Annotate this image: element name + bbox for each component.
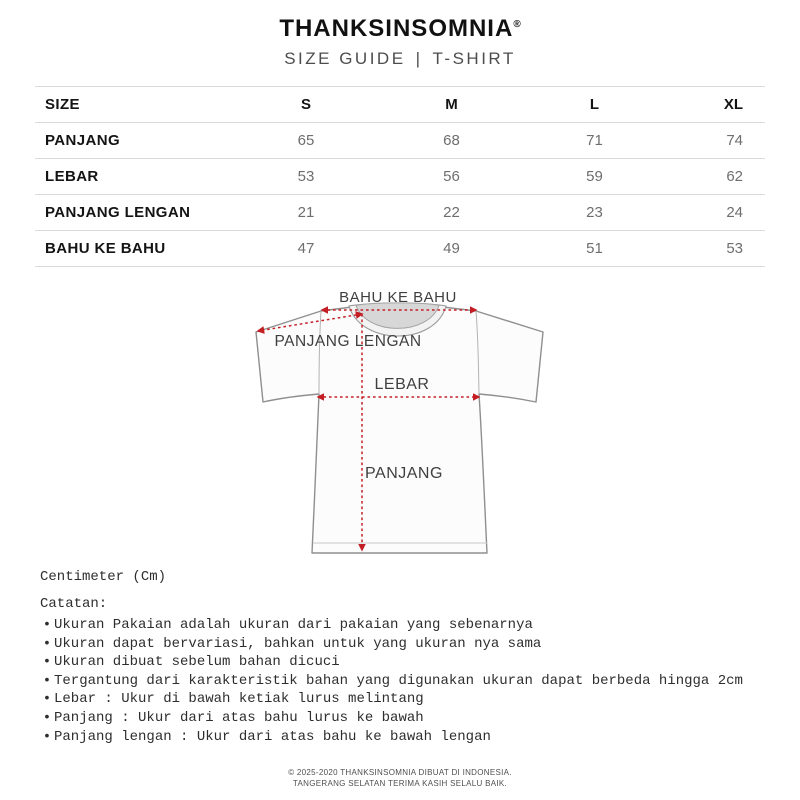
cell-value: 62 [726, 168, 743, 185]
registered-trademark-symbol: ® [513, 19, 521, 30]
bullet-glyph: • [42, 728, 52, 745]
bullet-glyph: • [42, 617, 52, 633]
brand-logo [0, 16, 800, 42]
notes-section [40, 569, 780, 746]
list-item [40, 709, 780, 728]
row-label-panjang-lengan: PANJANG LENGAN [45, 204, 191, 221]
cell-value: 47 [297, 240, 315, 257]
table-row [35, 231, 765, 267]
bullet-glyph: • [42, 709, 52, 726]
note-text: Tergantung dari karakteristik bahan yang digunakan ukuran dapat berbeda hingga 2cm [54, 672, 743, 689]
cell-value: 59 [586, 168, 603, 185]
notes-heading: Catatan: [40, 596, 108, 612]
list-item [40, 616, 780, 635]
bullet-glyph: • [42, 691, 52, 708]
label-panjang: PANJANG [365, 465, 443, 482]
cell-value: 56 [443, 168, 460, 185]
header [0, 16, 800, 69]
column-header-m: M [445, 96, 458, 113]
size-table [35, 86, 765, 267]
size-table-wrap [35, 86, 765, 267]
note-text: Ukuran dibuat sebelum bahan dicuci [54, 654, 340, 671]
column-header-size: SIZE [45, 96, 80, 113]
table-row [35, 123, 765, 159]
note-text: Panjang : Ukur dari atas bahu lurus ke bawah [54, 709, 424, 726]
footer-copyright: © 2025-2020 THANKSINSOMNIA DIBUAT DI INDONESIA. [288, 768, 512, 777]
column-header-xl: XL [723, 96, 743, 113]
cell-value: 24 [726, 204, 743, 221]
label-lebar: LEBAR [374, 376, 430, 393]
notes-list [40, 616, 780, 746]
page-title [0, 49, 800, 69]
cell-value: 65 [297, 132, 315, 149]
cell-value: 53 [297, 168, 315, 185]
cell-value: 49 [443, 240, 460, 257]
cell-value: 53 [726, 240, 743, 257]
table-row [35, 195, 765, 231]
note-text: Panjang lengan : Ukur dari atas bahu ke bawah lengan [54, 728, 491, 745]
cell-value: 68 [443, 132, 460, 149]
footer-tagline: TANGERANG SELATAN TERIMA KASIH SELALU BAIK. [292, 779, 508, 788]
bullet-glyph: • [42, 635, 52, 652]
column-header-l: L [589, 96, 600, 113]
label-bahu-ke-bahu: BAHU KE BAHU [339, 289, 457, 306]
table-row [35, 159, 765, 195]
column-header-s: S [300, 96, 311, 113]
cell-value: 23 [586, 204, 603, 221]
subtitle-divider: | [415, 49, 423, 69]
subtitle-product: T-SHIRT [432, 49, 516, 69]
bullet-glyph: • [42, 672, 52, 689]
unit-label: Centimeter (Cm) [40, 569, 167, 585]
row-label-lebar: LEBAR [45, 168, 99, 185]
list-item [40, 672, 780, 691]
tshirt-measurement-diagram [230, 288, 590, 580]
list-item [40, 690, 780, 709]
label-panjang-lengan: PANJANG LENGAN [274, 333, 422, 350]
list-item [40, 728, 780, 747]
tshirt-diagram-svg [230, 288, 590, 580]
list-item [40, 635, 780, 654]
size-table-header-row [35, 87, 765, 123]
bullet-glyph: • [42, 654, 52, 671]
note-text: Ukuran Pakaian adalah ukuran dari pakaian yang sebenarnya [54, 617, 533, 633]
subtitle-size-guide: SIZE GUIDE [284, 49, 406, 69]
cell-value: 21 [297, 204, 315, 221]
cell-value: 74 [726, 132, 743, 149]
cell-value: 22 [443, 204, 460, 221]
list-item [40, 653, 780, 672]
row-label-panjang: PANJANG [45, 132, 121, 149]
row-label-bahu-ke-bahu: BAHU KE BAHU [45, 240, 166, 257]
brand-name: THANKSINSOMNIA [279, 15, 514, 42]
note-text: Ukuran dapat bervariasi, bahkan untuk yang ukuran nya sama [54, 635, 542, 652]
cell-value: 51 [586, 240, 603, 257]
cell-value: 71 [586, 132, 603, 149]
note-text: Lebar : Ukur di bawah ketiak lurus melintang [54, 691, 424, 708]
footer [0, 767, 800, 789]
